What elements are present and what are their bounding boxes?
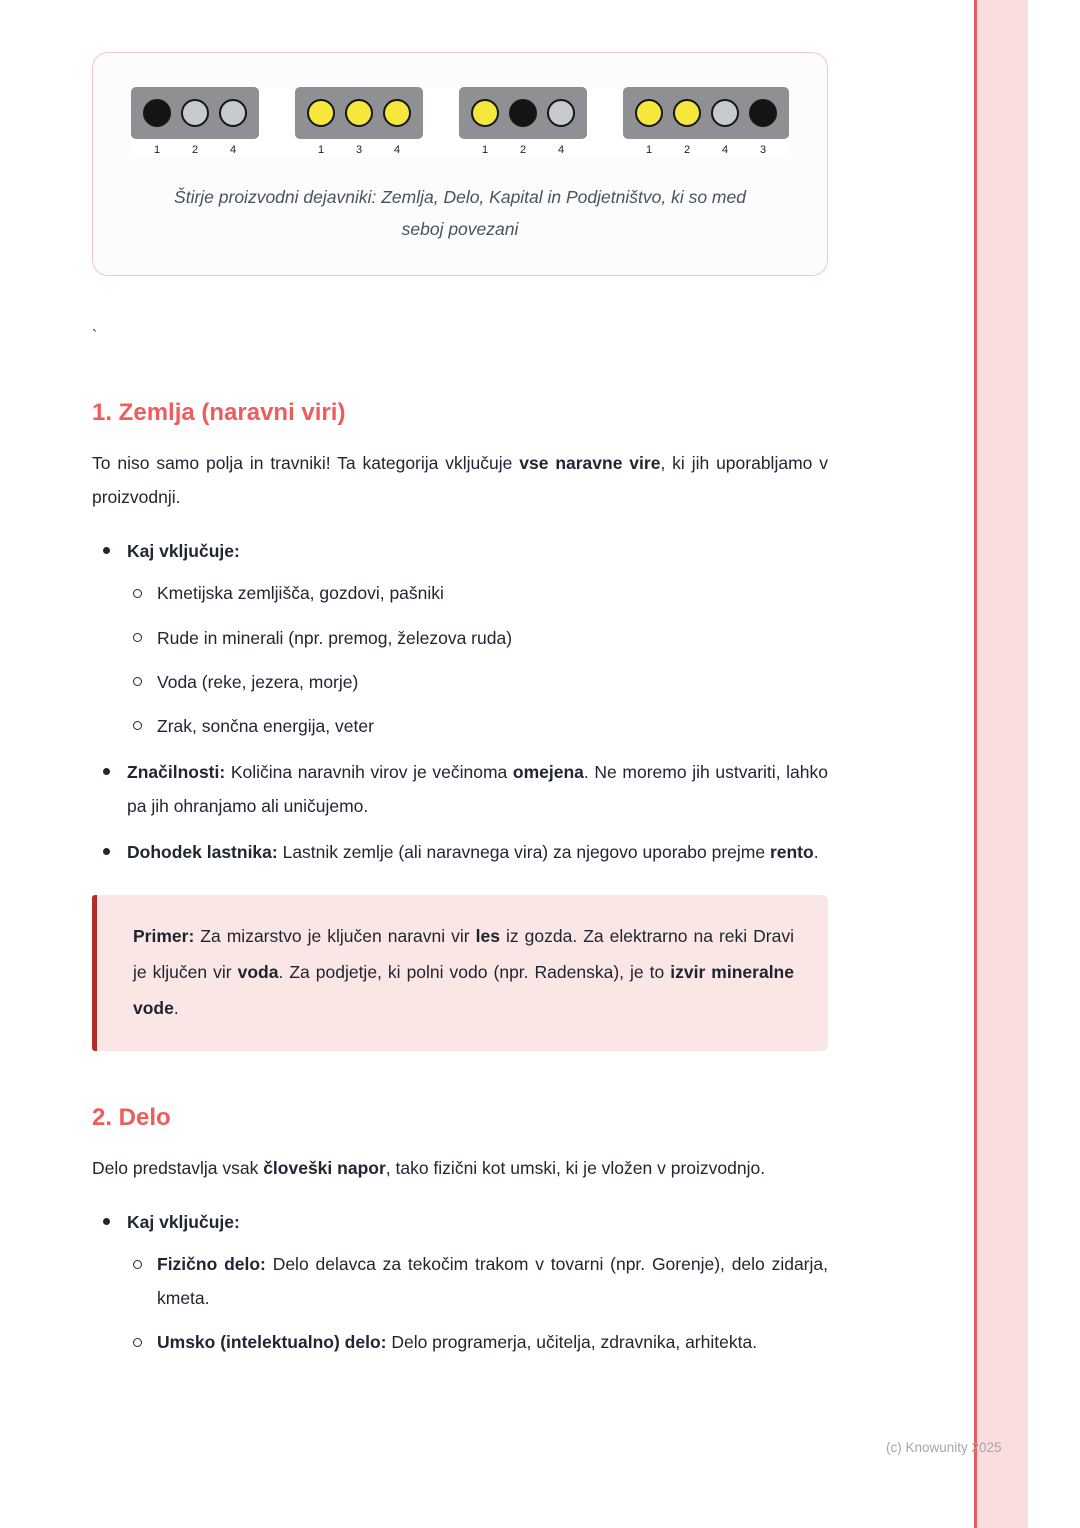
dot-number-label: 3 (355, 144, 363, 156)
page-edge-strip (977, 0, 1028, 1528)
example-callout (92, 895, 828, 1051)
yellow-dot-icon (635, 99, 663, 127)
yellow-dot-icon (471, 99, 499, 127)
factor-panel (295, 87, 423, 156)
list-item-kaj-vkljucuje (92, 534, 828, 743)
dot-number-label: 1 (645, 144, 653, 156)
copyright-credit: (c) Knowunity 2025 (886, 1440, 1002, 1455)
kaj-vkljucuje-label: Kaj vključuje: (127, 541, 240, 562)
dot-number-label: 4 (393, 144, 401, 156)
factor-panel (623, 87, 789, 156)
light-dot-icon (181, 99, 209, 127)
list-item: Rude in minerali (npr. premog, železova ruda) (127, 621, 828, 655)
dot-number-label: 4 (229, 144, 237, 156)
yellow-dot-icon (307, 99, 335, 127)
light-dot-icon (711, 99, 739, 127)
delo-sublist (127, 1247, 828, 1359)
yellow-dot-icon (345, 99, 373, 127)
figure-card (92, 52, 828, 276)
list-item: Kmetijska zemljišča, gozdovi, pašniki (127, 576, 828, 610)
stray-character: ` (92, 328, 98, 345)
section-title-zemlja: 1. Zemlja (naravni viri) (92, 399, 346, 426)
dot-number-label: 4 (721, 144, 729, 156)
dot-number-label: 1 (153, 144, 161, 156)
zemlja-intro-paragraph: To niso samo polja in travniki! Ta kategorija vključuje vse naravne vire, ki jih uporabljamo v proizvodnji. (92, 453, 828, 508)
factor-panel-numbers (131, 139, 259, 156)
yellow-dot-icon (673, 99, 701, 127)
factor-panel (131, 87, 259, 156)
list-item-znacilnosti: Značilnosti: Količina naravnih virov je večinoma omejena. Ne moremo jih ustvariti, lahko pa jih ohranjamo ali uničujemo. (92, 755, 828, 823)
kaj-vkljucuje-label: Kaj vključuje: (127, 1212, 240, 1232)
dot-number-label: 2 (191, 144, 199, 156)
factor-panel-numbers (459, 139, 587, 156)
factor-panel-numbers (623, 139, 789, 156)
zemlja-sublist (127, 576, 828, 743)
dark-dot-icon (143, 99, 171, 127)
dot-number-label: 4 (557, 144, 565, 156)
factor-panel-box (295, 87, 423, 139)
light-dot-icon (219, 99, 247, 127)
light-dot-icon (547, 99, 575, 127)
dot-number-label: 1 (317, 144, 325, 156)
zemlja-list (92, 534, 828, 869)
yellow-dot-icon (383, 99, 411, 127)
dot-number-label: 1 (481, 144, 489, 156)
callout-text: Primer: Za mizarstvo je ključen naravni vir les iz gozda. Za elektrarno na reki Dravi je ključen vir voda. Za podjetje, ki polni vodo (npr. Radenska), je to izvir mineralne vode. (133, 926, 794, 1018)
figure-panels (131, 87, 789, 156)
content-column (92, 52, 828, 1372)
factor-panel (459, 87, 587, 156)
list-item-fizicno-delo: Fizično delo: Delo delavca za tekočim trakom v tovarni (npr. Gorenje), delo zidarja, kmeta. (127, 1247, 828, 1315)
dark-dot-icon (509, 99, 537, 127)
section-title-delo: 2. Delo (92, 1103, 171, 1131)
figure-caption: Štirje proizvodni dejavniki: Zemlja, Delo, Kapital in Podjetništvo, ki so med seboj povezani (174, 187, 746, 239)
factor-panel-box (131, 87, 259, 139)
dot-number-label: 3 (759, 144, 767, 156)
list-item: Zrak, sončna energija, veter (127, 709, 828, 743)
list-item-kaj-vkljucuje (92, 1205, 828, 1360)
delo-intro-paragraph: Delo predstavlja vsak človeški napor, tako fizični kot umski, ki je vložen v proizvodnjo. (92, 1157, 766, 1178)
list-item-umsko-delo: Umsko (intelektualno) delo: Delo programerja, učitelja, zdravnika, arhitekta. (127, 1325, 828, 1359)
delo-list (92, 1205, 828, 1360)
list-item-dohodek: Dohodek lastnika: Lastnik zemlje (ali naravnega vira) za njegovo uporabo prejme rento. (92, 835, 828, 869)
dot-number-label: 2 (519, 144, 527, 156)
factor-panel-numbers (295, 139, 423, 156)
factor-panel-box (623, 87, 789, 139)
factor-panel-box (459, 87, 587, 139)
dot-number-label: 2 (683, 144, 691, 156)
dark-dot-icon (749, 99, 777, 127)
list-item: Voda (reke, jezera, morje) (127, 665, 828, 699)
